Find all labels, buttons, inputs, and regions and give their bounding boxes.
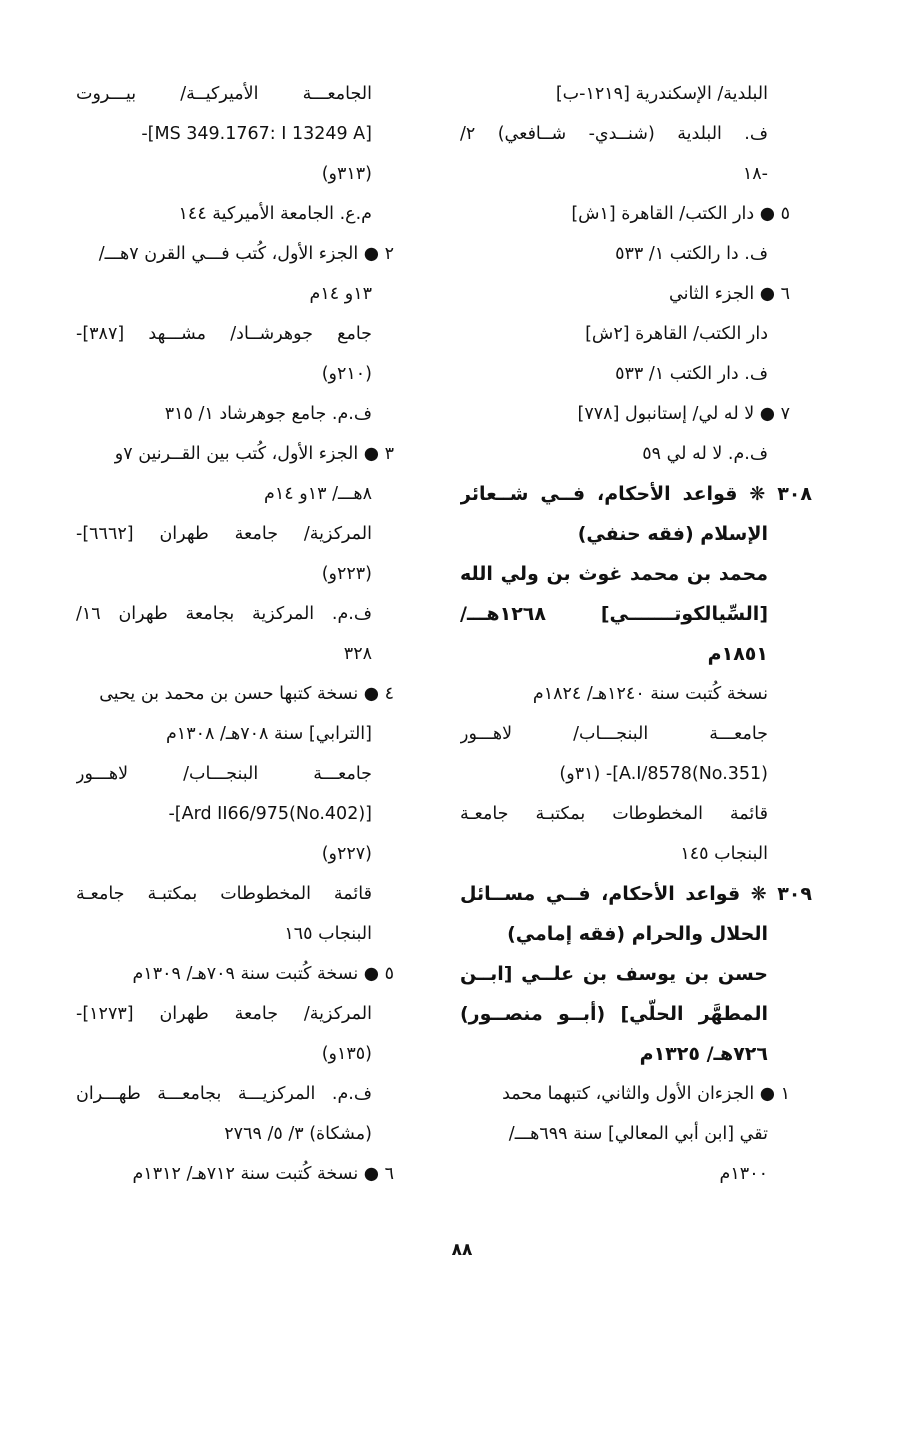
right-column-line: -١٨ <box>742 164 768 184</box>
left-column-line: البنجاب ١٦٥ <box>284 924 372 944</box>
right-column-line: [السِّيالكوتـــــــي] ١٢٦٨هـــ/ <box>460 603 768 625</box>
left-column-line: المركزية/ جامعة طهران [١٢٧٣]- <box>76 1004 372 1024</box>
right-column-line: (No.351)A.I/8578]- (٣١و) <box>559 764 768 784</box>
left-column-line: ف.م. المركزية بجامعة طهران ١٦/ <box>76 604 372 624</box>
right-column-line: ٦ ● الجزء الثاني <box>668 284 790 304</box>
right-column-line: ف. البلدية (شنــدي- شــافعي) ٢/ <box>460 124 768 144</box>
left-column-line: (٢٢٧و) <box>321 844 372 864</box>
right-column-line: البلدية/ الإسكندرية [١٢١٩-ب] <box>555 84 768 104</box>
left-column <box>76 74 416 1194</box>
right-column-line: ف. دار الكتب ١/ ٥٣٣ <box>615 364 768 384</box>
left-column-line: (٢١٠و) <box>321 364 372 384</box>
left-column-line: ف.م. جامع جوهرشاد ١/ ٣١٥ <box>164 404 372 424</box>
right-column-line: ٣٠٨ ❋ قواعد الأحكام، فــي شــعائر <box>460 483 812 505</box>
right-column-line: ٧٢٦هـ/ ١٣٢٥م <box>639 1043 768 1065</box>
left-column-line: جامعـــة البنجـــاب/ لاهـــور <box>76 764 372 784</box>
right-column-line: ١٣٠٠م <box>719 1164 768 1184</box>
page-number: ٨٨ <box>451 1240 473 1260</box>
left-column-line: الجامعـــة الأميركيــة/ بيـــروت <box>76 84 372 104</box>
right-column-line: ١ ● الجزءان الأول والثاني، كتبهما محمد <box>502 1084 790 1104</box>
right-column-line: الحلال والحرام (فقه إمامي) <box>507 923 768 945</box>
left-column-line: (٣١٣و) <box>321 164 372 184</box>
left-column-line: ٦ ● نسخة كُتبت سنة ٧١٢هـ/ ١٣١٢م <box>132 1164 394 1184</box>
right-column-line: المطهَّر الحلّي] (أبــو منصــور) <box>460 1003 768 1025</box>
right-column-line: البنجاب ١٤٥ <box>680 844 768 864</box>
left-column-line: ٤ ● نسخة كتبها حسن بن محمد بن يحيى <box>99 684 394 704</box>
right-column-line: ف. دا رالكتب ١/ ٥٣٣ <box>615 244 768 264</box>
right-column-line: دار الكتب/ القاهرة [٢ش] <box>585 324 768 344</box>
left-column-line: (مشكاة) ٣/ ٥/ ٢٧٦٩ <box>224 1124 372 1144</box>
left-column-line: ٥ ● نسخة كُتبت سنة ٧٠٩هـ/ ١٣٠٩م <box>132 964 394 984</box>
right-column-line: ٥ ● دار الكتب/ القاهرة [١ش] <box>571 204 790 224</box>
right-column-line: محمد بن محمد غوث بن ولي الله <box>460 563 768 585</box>
left-column-line: [MS 349.1767: I 13249 A]- <box>141 124 372 144</box>
right-column <box>460 74 812 1194</box>
right-column-line: ١٨٥١م <box>707 643 768 665</box>
left-column-line: ٣٢٨ <box>343 644 372 664</box>
left-column-line: [(No.402)Ard II66/975]- <box>168 804 372 824</box>
right-column-line: حسن بن يوسف بن علــي [ابــن <box>460 963 768 985</box>
right-column-line: ٧ ● لا له لي/ إستانبول [٧٧٨] <box>577 404 790 424</box>
left-column-line: المركزية/ جامعة طهران [٦٦٦٢]- <box>76 524 372 544</box>
left-column-line: ٢ ● الجزء الأول، كُتب فـــي القرن ٧هـــ/ <box>98 244 394 264</box>
left-column-line: ٣ ● الجزء الأول، كُتب بين القــرنين ٧و <box>114 444 394 464</box>
left-column-line: ١٣و ١٤م <box>309 284 372 304</box>
right-column-line: ٣٠٩ ❋ قواعد الأحكام، فــي مســائل <box>460 883 812 905</box>
right-column-line: تقي [ابن أبي المعالي] سنة ٦٩٩هـــ/ <box>508 1124 768 1144</box>
left-column-line: [الترابي] سنة ٧٠٨هـ/ ١٣٠٨م <box>165 724 372 744</box>
right-column-line: قائمة المخطوطات بمكتبـة جامعـة <box>460 804 768 824</box>
left-column-line: م.ع. الجامعة الأميركية ١٤٤ <box>178 204 372 224</box>
left-column-line: قائمة المخطوطات بمكتبـة جامعـة <box>76 884 372 904</box>
right-column-line: نسخة كُتبت سنة ١٢٤٠هـ/ ١٨٢٤م <box>532 684 768 704</box>
left-column-line: ف.م. المركزيـــة بجامعـــة طهـــران <box>76 1084 372 1104</box>
right-column-line: جامعـــة البنجـــاب/ لاهـــور <box>460 724 768 744</box>
left-column-line: جامع جوهرشــاد/ مشـــهد [٣٨٧]- <box>76 324 372 344</box>
left-column-line: (١٣٥و) <box>321 1044 372 1064</box>
left-column-line: ٨هـــ/ ١٣و ١٤م <box>264 484 372 504</box>
right-column-line: الإسلام (فقه حنفي) <box>577 523 768 545</box>
right-column-line: ف.م. لا له لي ٥٩ <box>642 444 768 464</box>
left-column-line: (٢٢٣و) <box>321 564 372 584</box>
